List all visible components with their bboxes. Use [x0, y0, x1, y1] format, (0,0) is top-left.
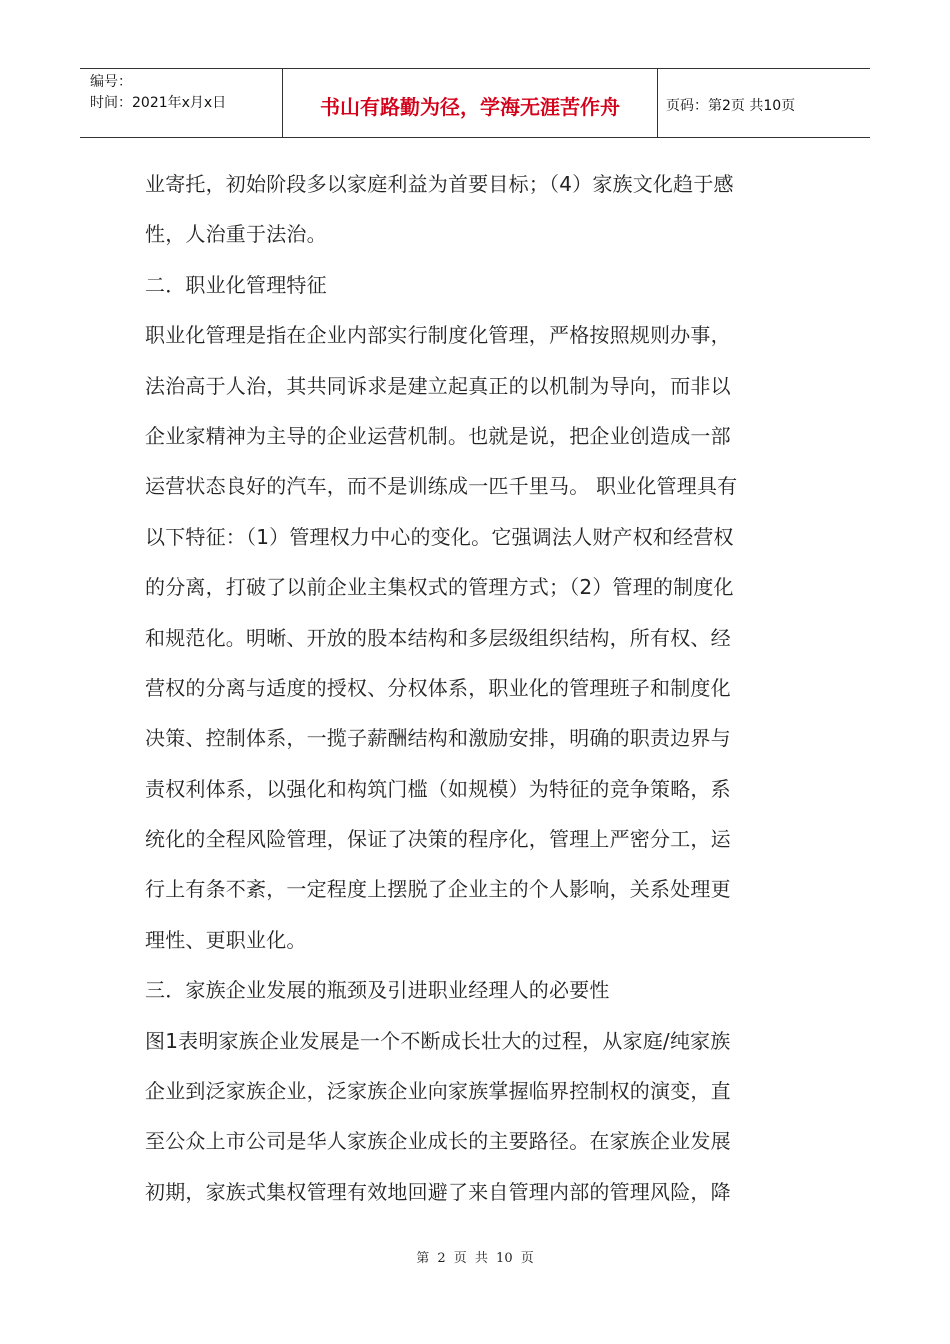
body-line: 的分离，打破了以前企业主集权式的管理方式；（2）管理的制度化 [145, 575, 734, 600]
body-line: 责权利体系，以强化和构筑门槛（如规模）为特征的竞争策略，系 [145, 776, 731, 801]
body-line: 企业到泛家族企业，泛家族企业向家族掌握临界控制权的演变，直 [145, 1079, 731, 1104]
section-heading: 三．家族企业发展的瓶颈及引进职业经理人的必要性 [145, 978, 610, 1003]
body-line: 行上有条不紊，一定程度上摆脱了企业主的个人影响，关系处理更 [145, 877, 731, 902]
document-date: 时间：2021年x月x日 [90, 95, 227, 111]
body-line: 理性、更职业化。 [145, 927, 307, 952]
body-line: 至公众上市公司是华人家族企业成长的主要路径。在家族企业发展 [145, 1129, 731, 1154]
body-line: 业寄托，初始阶段多以家庭利益为首要目标；（4）家族文化趋于感 [145, 172, 734, 196]
body-line: 和规范化。明晰、开放的股本结构和多层级组织结构，所有权、经 [145, 625, 731, 650]
body-line: 统化的全程风险管理，保证了决策的程序化，管理上严密分工，运 [145, 827, 731, 852]
body-line: 图1表明家族企业发展是一个不断成长壮大的过程，从家庭/纯家族 [145, 1028, 731, 1053]
body-line: 以下特征：（1）管理权力中心的变化。它强调法人财产权和经营权 [145, 524, 734, 549]
header-meta [80, 69, 283, 137]
body-line: 营权的分离与适度的授权、分权体系，职业化的管理班子和制度化 [145, 675, 731, 700]
body-line: 运营状态良好的汽车，而不是训练成一匹千里马。 职业化管理具有 [145, 474, 738, 499]
body-line: 职业化管理是指在企业内部实行制度化管理，严格按照规则办事， [145, 323, 731, 348]
header-page-info: 页码：第2页 共10页 [666, 98, 796, 114]
page-footer: 第 2 页 共 10 页 [416, 1251, 534, 1266]
body-line: 决策、控制体系，一揽子薪酬结构和激励安排，明确的职责边界与 [145, 726, 731, 751]
page-header [80, 68, 870, 138]
header-motto: 书山有路勤为径，学海无涯苦作舟 [283, 69, 658, 137]
document-number-label: 编号： [90, 74, 132, 90]
section-heading: 二．职业化管理特征 [145, 272, 327, 297]
body-line: 企业家精神为主导的企业运营机制。也就是说，把企业创造成一部 [145, 423, 731, 448]
body-line: 性，人治重于法治。 [145, 222, 327, 247]
body-line: 法治高于人治，其共同诉求是建立起真正的以机制为导向，而非以 [145, 373, 731, 398]
document-body [145, 159, 815, 1217]
body-line: 初期，家族式集权管理有效地回避了来自管理内部的管理风险，降 [145, 1179, 731, 1204]
